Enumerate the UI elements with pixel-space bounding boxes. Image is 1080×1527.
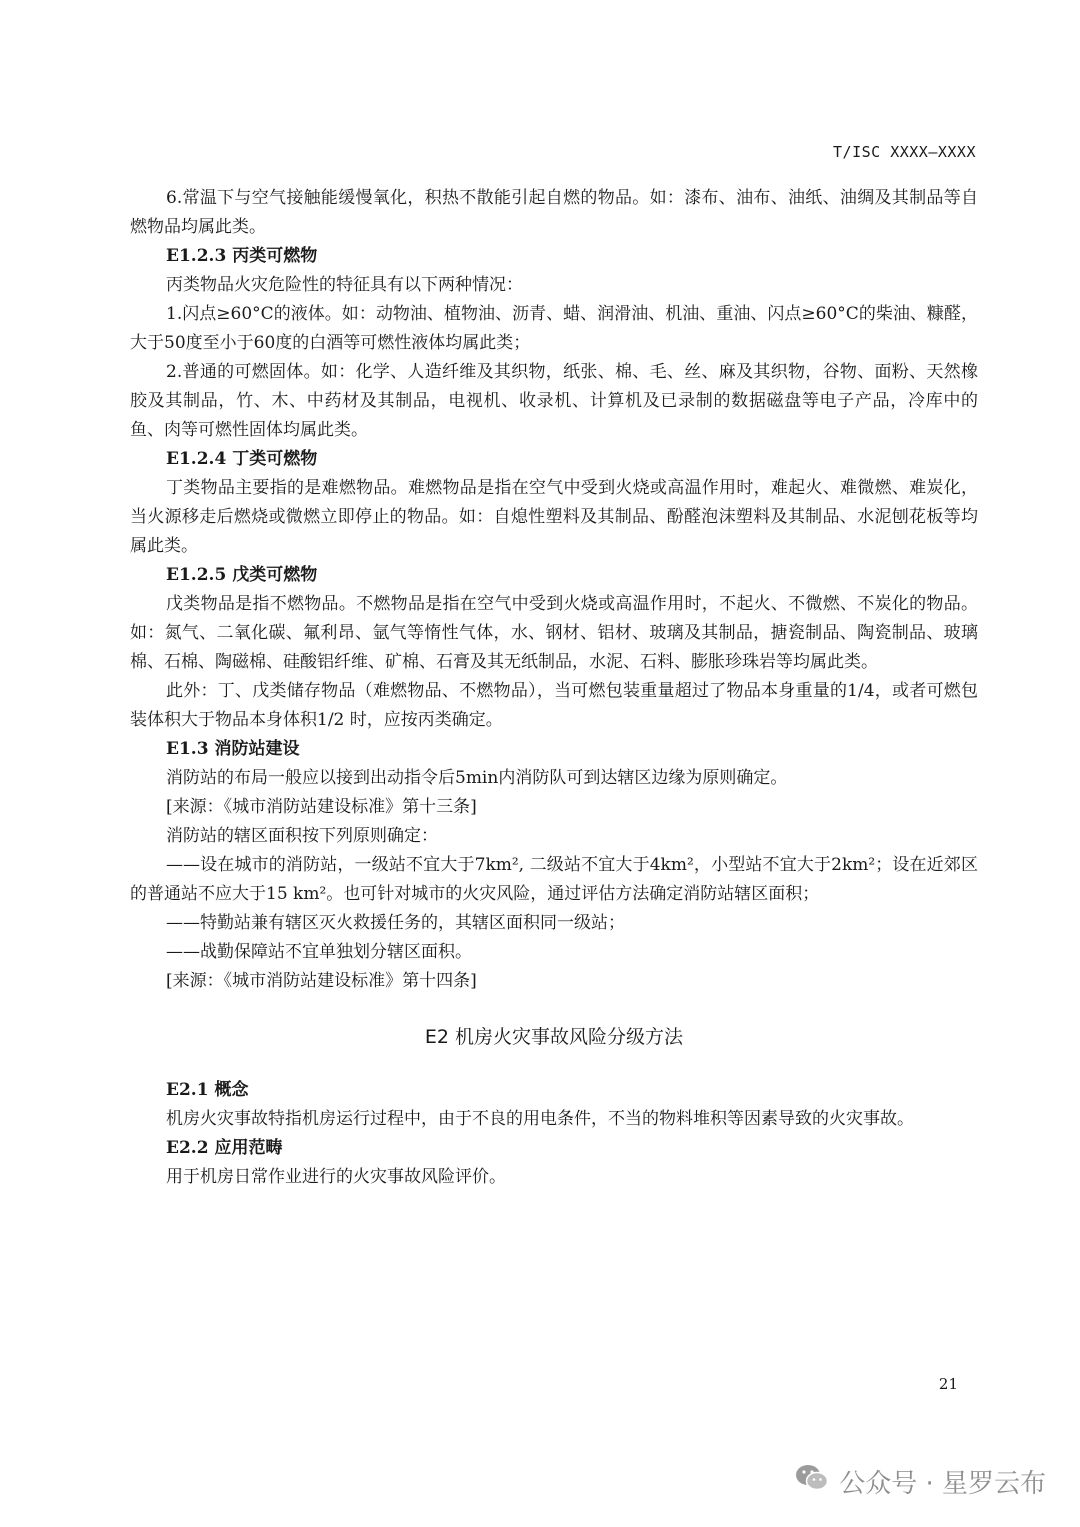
page-number: 21 — [938, 1375, 958, 1393]
paragraph: 用于机房日常作业进行的火灾事故风险评价。 — [166, 1167, 506, 1187]
list-item: ——特勤站兼有辖区灭火救援任务的，其辖区面积同一级站； — [166, 913, 625, 933]
paragraph: 戊类物品是指不燃物品。不燃物品是指在空气中受到火烧或高温作用时，不起火、不微燃、不炭化的物品。如：氮气、二氧化碳、氟利昂、氩气等惰性气体，水、钢材、铝材、玻璃及其制品，搪瓷制品、陶瓷制品、玻璃棉、石棉、陶磁棉、硅酸铝纤维、矿棉、石膏及其无纸制品，水泥、石料、膨胀珍珠岩等均属此类。 — [130, 594, 978, 672]
paragraph: 此外：丁、戊类储存物品（难燃物品、不燃物品），当可燃包装重量超过了物品本身重量的1/4，或者可燃包装体积大于物品本身体积1/2 时，应按丙类确定。 — [130, 681, 978, 730]
paragraph: 机房火灾事故特指机房运行过程中，由于不良的用电条件，不当的物料堆积等因素导致的火灾事故。 — [166, 1109, 914, 1129]
heading-e1-2-5: E1.2.5 戊类可燃物 — [166, 565, 318, 585]
source-citation: [来源：《城市消防站建设标准》第十三条] — [166, 797, 477, 817]
paragraph: 丁类物品主要指的是难燃物品。难燃物品是指在空气中受到火烧或高温作用时，难起火、难微燃、难炭化，当火源移走后燃烧或微燃立即停止的物品。如：自熄性塑料及其制品、酚醛泡沫塑料及其制品、水泥刨花板等均属此类。 — [130, 478, 978, 556]
heading-e1-3: E1.3 消防站建设 — [166, 739, 300, 759]
wechat-icon — [795, 1463, 829, 1500]
paragraph: 2.普通的可燃固体。如：化学、人造纤维及其织物，纸张、棉、毛、丝、麻及其织物，谷物、面粉、天然橡胶及其制品，竹、木、中药材及其制品，电视机、收录机、计算机及已录制的数据磁盘等电子产品，冷库中的鱼、肉等可燃性固体均属此类。 — [130, 362, 978, 440]
source-citation: [来源：《城市消防站建设标准》第十四条] — [166, 971, 477, 991]
heading-e2-2: E2.2 应用范畴 — [166, 1138, 283, 1158]
watermark — [795, 1463, 1046, 1500]
list-item: ——设在城市的消防站，一级站不宜大于7km², 二级站不宜大于4km²，小型站不宜大于2km²；设在近郊区的普通站不应大于15 km²。也可针对城市的火灾风险，通过评估方法确定消防站辖区面积； — [130, 855, 978, 904]
heading-e1-2-4: E1.2.4 丁类可燃物 — [166, 449, 318, 469]
list-item: ——战勤保障站不宜单独划分辖区面积。 — [166, 942, 472, 962]
paragraph: 消防站的辖区面积按下列原则确定： — [166, 826, 438, 846]
paragraph: 1.闪点≥60°C的液体。如：动物油、植物油、沥青、蜡、润滑油、机油、重油、闪点≥60°C的柴油、糠醛，大于50度至小于60度的白酒等可燃性液体均属此类； — [130, 304, 978, 353]
document-id: T/ISC XXXX—XXXX — [833, 143, 976, 161]
paragraph: 消防站的布局一般应以接到出动指令后5min内消防队可到达辖区边缘为原则确定。 — [166, 768, 788, 788]
heading-e2-1: E2.1 概念 — [166, 1080, 249, 1100]
heading-e1-2-3: E1.2.3 丙类可燃物 — [166, 246, 318, 266]
section-title: E2 机房火灾事故风险分级方法 — [424, 1026, 684, 1048]
document-body — [130, 184, 978, 1192]
paragraph: 丙类物品火灾危险性的特征具有以下两种情况： — [166, 275, 523, 295]
watermark-text: 公众号 · 星罗云布 — [839, 1469, 1046, 1499]
paragraph: 6.常温下与空气接触能缓慢氧化，积热不散能引起自燃的物品。如：漆布、油布、油纸、油绸及其制品等自燃物品均属此类。 — [130, 188, 978, 237]
